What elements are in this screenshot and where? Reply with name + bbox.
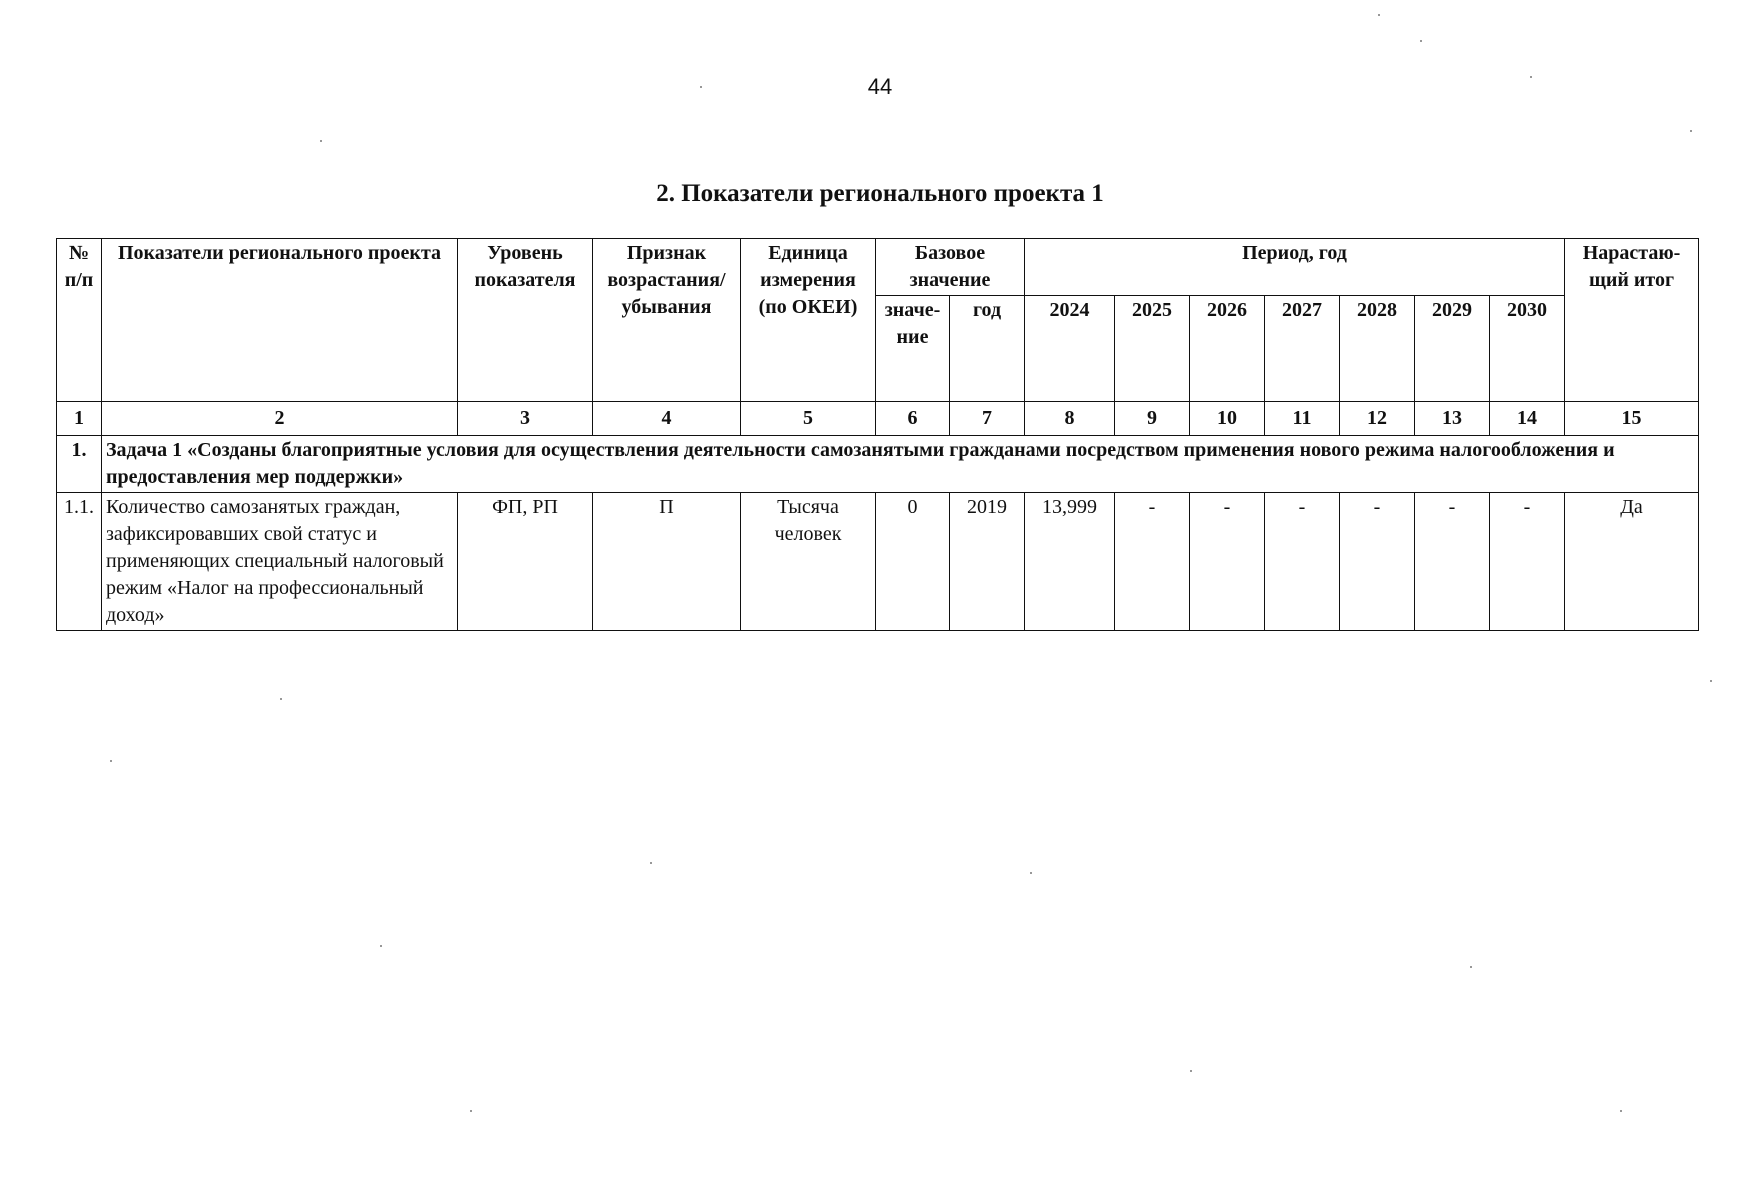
scan-speck: [1710, 680, 1712, 682]
row-value-2024: 13,999: [1025, 493, 1115, 631]
row-value-2028: -: [1340, 493, 1415, 631]
table-row: [57, 493, 1699, 631]
column-number: 14: [1490, 402, 1565, 436]
row-base-value: 0: [876, 493, 950, 631]
header-year-2030: 2030: [1490, 296, 1565, 402]
header-year-2028: 2028: [1340, 296, 1415, 402]
row-level: ФП, РП: [458, 493, 593, 631]
header-cumulative: Нарастаю-щий итог: [1565, 239, 1699, 402]
column-number: 13: [1415, 402, 1490, 436]
header-period: Период, год: [1025, 239, 1565, 296]
row-trend: П: [593, 493, 741, 631]
column-number: 6: [876, 402, 950, 436]
scan-speck: [1530, 76, 1532, 78]
row-value-2030: -: [1490, 493, 1565, 631]
header-level: Уровень показателя: [458, 239, 593, 402]
scan-speck: [1190, 1070, 1192, 1072]
header-no: № п/п: [57, 239, 102, 402]
page-number: 44: [867, 74, 893, 99]
column-number: 3: [458, 402, 593, 436]
column-number-row: [57, 402, 1699, 436]
scan-speck: [280, 698, 282, 700]
scan-speck: [380, 945, 382, 947]
scan-speck: [1378, 14, 1380, 16]
column-number: 8: [1025, 402, 1115, 436]
header-year-2027: 2027: [1265, 296, 1340, 402]
header-row-1: [57, 239, 1699, 296]
column-number: 2: [102, 402, 458, 436]
column-number: 1: [57, 402, 102, 436]
column-number: 15: [1565, 402, 1699, 436]
header-unit: Единица измерения (по ОКЕИ): [741, 239, 876, 402]
header-base-value: значе-ние: [876, 296, 950, 402]
row-base-year: 2019: [950, 493, 1025, 631]
column-number: 4: [593, 402, 741, 436]
column-number: 10: [1190, 402, 1265, 436]
row-value-2025: -: [1115, 493, 1190, 631]
scan-speck: [700, 86, 702, 88]
column-number: 12: [1340, 402, 1415, 436]
scan-speck: [110, 760, 112, 762]
row-value-2027: -: [1265, 493, 1340, 631]
header-year-2026: 2026: [1190, 296, 1265, 402]
column-number: 11: [1265, 402, 1340, 436]
scan-speck: [650, 862, 652, 864]
scan-speck: [1420, 40, 1422, 42]
header-year-2024: 2024: [1025, 296, 1115, 402]
row-value-2029: -: [1415, 493, 1490, 631]
indicators-table: [56, 238, 1699, 631]
column-number: 9: [1115, 402, 1190, 436]
scan-speck: [1030, 872, 1032, 874]
scan-speck: [1620, 1110, 1622, 1112]
header-year-2025: 2025: [1115, 296, 1190, 402]
section-title: 2. Показатели регионального проекта 1: [656, 180, 1104, 207]
scan-speck: [1470, 966, 1472, 968]
task-text: Задача 1 «Созданы благоприятные условия для осуществления деятельности самозанятыми гражданами посредством применения нового режима налогообложения и предоставления мер поддержки»: [102, 436, 1699, 493]
row-number: 1.1.: [57, 493, 102, 631]
scan-speck: [1690, 130, 1692, 132]
header-indicator: Показатели регионального проекта: [102, 239, 458, 402]
row-cumulative: Да: [1565, 493, 1699, 631]
column-number: 7: [950, 402, 1025, 436]
task-row: [57, 436, 1699, 493]
header-base: Базовое значение: [876, 239, 1025, 296]
task-number: 1.: [57, 436, 102, 493]
header-year-2029: 2029: [1415, 296, 1490, 402]
column-number: 5: [741, 402, 876, 436]
row-value-2026: -: [1190, 493, 1265, 631]
header-base-year: год: [950, 296, 1025, 402]
row-indicator: Количество самозанятых граждан, зафиксировавших свой статус и применяющих специальный налоговый режим «Налог на профессиональный доход»: [102, 493, 458, 631]
scan-speck: [320, 140, 322, 142]
row-unit: Тысяча человек: [741, 493, 876, 631]
scan-speck: [470, 1110, 472, 1112]
header-trend: Признак возрастания/ убывания: [593, 239, 741, 402]
